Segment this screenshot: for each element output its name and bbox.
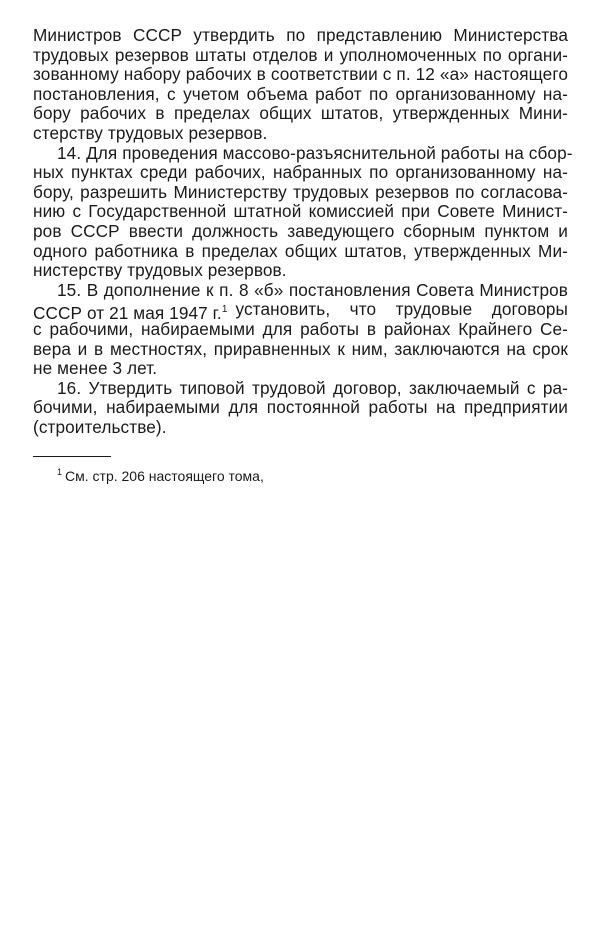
footnote-divider <box>33 456 111 457</box>
footnote <box>33 463 568 485</box>
text-line: зованному набору рабочих в соответствии с п. 12 «а» настоящего <box>33 64 568 85</box>
text-line: ных пунктах среди рабочих, набранных по организованному на- <box>33 162 568 183</box>
text-line: нию с Государственной штатной комиссией при Совете Минист- <box>33 201 568 222</box>
text-line: нистерству трудовых резервов. <box>33 260 287 281</box>
text-line: бору рабочих в пределах общих штатов, утвержденных Мини- <box>33 103 568 124</box>
paragraph-continuation <box>33 26 568 144</box>
text-line: стерству трудовых резервов. <box>33 122 268 143</box>
text-line-head: СССР от 21 мая 1947 г. <box>33 303 222 324</box>
text-line-with-footnote-ref <box>33 299 568 324</box>
text-line: одного работника в пределах общих штатов, утвержденных Ми- <box>33 240 568 261</box>
text-line: 14. Для проведения массово-разъяснительной работы на сбор- <box>57 142 573 163</box>
text-line: трудовых резервов штаты отделов и уполномоченных по органи- <box>33 44 568 65</box>
text-line: (строительстве). <box>33 416 167 437</box>
paragraph-item-14 <box>33 142 573 281</box>
text-line: бочими, набираемыми для постоянной работы на предприятии <box>33 397 568 418</box>
footnote-text: См. стр. 206 настоящего тома, <box>65 468 264 485</box>
paragraph-item-16 <box>33 379 568 438</box>
text-line: не менее 3 лет. <box>33 358 158 379</box>
text-line: вера и в местностях, приравненных к ним, заключаются на срок <box>33 338 568 359</box>
text-line: ров СССР ввести должность заведующего сборным пунктом и <box>33 220 568 241</box>
text-line: 16. Утвердить типовой трудовой договор, заключаемый с ра- <box>57 377 568 398</box>
text-line: Министров СССР утвердить по представлению Министерства <box>33 25 568 45</box>
footnote-mark: 1 <box>57 467 63 478</box>
text-line: бору, разрешить Министерству трудовых резервов по согласова- <box>33 181 568 202</box>
paragraph-item-15 <box>33 281 568 379</box>
text-line-tail: установить, что трудовые договоры <box>235 299 568 320</box>
text-line: 15. В дополнение к п. 8 «б» постановления Совета Министров <box>57 279 568 300</box>
document-page <box>33 25 573 485</box>
text-fragment <box>33 300 228 324</box>
text-line: с рабочими, набираемыми для работы в районах Крайнего Се- <box>33 318 568 339</box>
text-line: постановления, с учетом объема работ по организованному на- <box>33 83 568 104</box>
footnote-reference[interactable]: 1 <box>221 304 228 316</box>
